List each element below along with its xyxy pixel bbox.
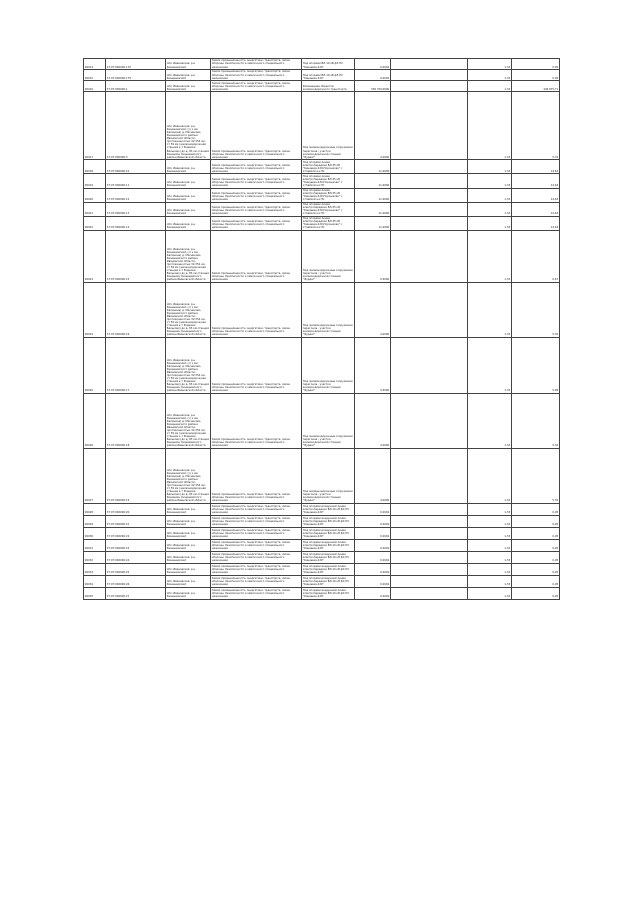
area-cell: 0,0004: [355, 587, 391, 599]
table-row: [84, 448, 560, 503]
permitted-use-cell: Под железнодорожные сооружения перегонов - участки железнодорожной станции "Фурдег": [302, 337, 355, 393]
empty-cell: [391, 188, 468, 202]
land-category-cell: Земли промышленности, энергетики, транспорта, связи, обороны, безопасности и земли иного специального назначения: [211, 527, 302, 539]
address-cell: обл. Ивановская, р-н Кинешемский: [166, 563, 211, 575]
rate-cell: 1,33: [468, 160, 512, 174]
table-row: [84, 563, 560, 575]
address-cell: обл. Ивановская, р-н Кинешемский, (с/ з им. Калинина) д. Мясниково, Кинешемского района Ивановской области, протяженностью 32,352 км, от 59 км (железнодорожная станция к-т Родники-Бельково) до д. 83 км-станция Кинешма, Кинешемского района Ивановской области: [166, 337, 211, 393]
rate-cell: 1,33: [468, 448, 512, 503]
land-category-cell: Земли промышленности, энергетики, транспорта, связи, обороны, безопасности и земли иного специального назначения: [211, 337, 302, 393]
amount-cell: 0,05: [512, 563, 560, 575]
address-cell: обл. Ивановская, р-н Кинешемский: [166, 174, 211, 188]
area-cell: 0,0004: [355, 503, 391, 515]
empty-cell: [391, 160, 468, 174]
row-index: 00029: [84, 515, 106, 527]
amount-cell: 5,32: [512, 393, 560, 448]
permitted-use-cell: Под опорами ВЛ-10 кВ ф5 ПС "Кинешма-220": [302, 70, 355, 81]
rate-cell: 1,33: [468, 515, 512, 527]
empty-cell: [391, 448, 468, 503]
amount-cell: 0,05: [512, 527, 560, 539]
row-index: 00031: [84, 539, 106, 551]
row-index: 00033: [84, 563, 106, 575]
area-cell: 11,0000: [355, 202, 391, 216]
address-cell: обл. Ивановская, р-н Кинешемский: [166, 70, 211, 81]
empty-cell: [391, 551, 468, 563]
rate-cell: 1,33: [468, 587, 512, 599]
address-cell: обл. Ивановская, р-н Кинешемский, (с/ з им. Калинина) д. Мясниково, Кинешемского района Ивановской области, протяженностью 32,352 км, от 59 км (железнодорожная станция к-т Родники-Бельково) до д. 83 км-станция Кинешма, Кинешемского района Ивановской области: [166, 448, 211, 503]
amount-cell: 0,05: [512, 59, 560, 70]
empty-cell: [391, 70, 468, 81]
cadastral-number-cell: 37:07:000000:20: [106, 503, 166, 515]
cadastral-number-cell: 27:07:000000:170: [106, 59, 166, 70]
land-category-cell: Земли промышленности, энергетики, транспорта, связи, обороны, безопасности и земли иного специального назначения: [211, 216, 302, 230]
rate-cell: 1,33: [468, 59, 512, 70]
row-index: 00023: [84, 230, 106, 282]
cadastral-number-cell: 37:07:000000:179: [106, 70, 166, 81]
area-cell: 0,0004: [355, 59, 391, 70]
permitted-use-cell: Под опорами линии электропередачи ВЛ-35 кВ "Кинешма-220-Порошково" с отпайкой на ПС: [302, 160, 355, 174]
permitted-use-cell: Под опорами линии электропередачи ВЛ-35 кВ "Кинешма-220-Порошково" с отпайкой на ПС: [302, 188, 355, 202]
table-row: [84, 587, 560, 599]
register-table: [83, 58, 560, 600]
rate-cell: 1,33: [468, 70, 512, 81]
cadastral-number-cell: 37:07:000000:23: [106, 539, 166, 551]
amount-cell: 0,05: [512, 551, 560, 563]
amount-cell: 0,67: [512, 230, 560, 282]
address-cell: обл. Ивановская, р-н Кинешемский: [166, 527, 211, 539]
empty-cell: [391, 92, 468, 160]
cadastral-number-cell: 37:07:000000:17: [106, 337, 166, 393]
table-row: [84, 515, 560, 527]
area-cell: 11,0000: [355, 188, 391, 202]
permitted-use-cell: Под опорами воздушной линии электропередачи ВЛ-10 кВ ф4 ПС "Кинешма-220": [302, 575, 355, 587]
area-cell: 11,0000: [355, 216, 391, 230]
table-row: [84, 174, 560, 188]
land-category-cell: Земли промышленности, энергетики, транспорта, связи, обороны, безопасности и земли иного специального назначения: [211, 174, 302, 188]
empty-cell: [391, 59, 468, 70]
permitted-use-cell: Под опорами воздушной линии электропередачи ВЛ-10 кВ ф4 ПС "Кинешма-220": [302, 527, 355, 539]
row-index: 00034: [84, 575, 106, 587]
rate-cell: 1,33: [468, 539, 512, 551]
address-cell: обл. Ивановская, р-н Кинешемский, (с/ з им. Калинина) д. Мясниково, Кинешемского района Ивановской области, протяженностью 32,352 км, от 59 км (железнодорожная станция к-т Родники-Бельково) до д. 83 км-станция Кинешма, Кинешемского района Ивановской области: [166, 92, 211, 160]
address-cell: обл. Ивановская, р-н Кинешемский: [166, 81, 211, 92]
land-category-cell: Земли промышленности, энергетики, транспорта, связи, обороны, безопасности и земли иного специального назначения: [211, 393, 302, 448]
table-row: [84, 551, 560, 563]
area-cell: 0,0004: [355, 575, 391, 587]
table-row: [84, 503, 560, 515]
table-row: [84, 81, 560, 92]
amount-cell: 0,05: [512, 575, 560, 587]
cadastral-number-cell: 37:07:000000:3: [106, 92, 166, 160]
area-cell: 4,0000: [355, 282, 391, 337]
cadastral-number-cell: 37:07:000000:14: [106, 216, 166, 230]
cadastral-number-cell: 37:07:000000:26: [106, 575, 166, 587]
cadastral-number-cell: 37:07:000000:27: [106, 587, 166, 599]
cadastral-number-cell: 37:07:000000:24: [106, 551, 166, 563]
land-category-cell: Земли промышленности, энергетики, транспорта, связи, обороны, безопасности и земли иного специального назначения: [211, 160, 302, 174]
empty-cell: [391, 230, 468, 282]
permitted-use-cell: Под опорами воздушной линии электропередачи ВЛ-10 кВ ф4 ПС "Кинешма-220": [302, 587, 355, 599]
row-index: 00022: [84, 216, 106, 230]
row-index: 00021: [84, 202, 106, 216]
land-category-cell: Земли промышленности, энергетики, транспорта, связи, обороны, безопасности и земли иного специального назначения: [211, 503, 302, 515]
table-row: [84, 575, 560, 587]
cadastral-number-cell: 37:07:000000:1: [106, 81, 166, 92]
address-cell: обл. Ивановская, р-н Кинешемский: [166, 202, 211, 216]
table-row: [84, 202, 560, 216]
table-row: [84, 188, 560, 202]
row-index: 00025: [84, 337, 106, 393]
area-cell: 0,0004: [355, 563, 391, 575]
permitted-use-cell: Под опорами линии электропередачи ВЛ-35 кВ "Кинешма-220-Порошково" с отпайкой на ПС: [302, 216, 355, 230]
permitted-use-cell: Под железнодорожные сооружения перегонов - участки железнодорожной станции "Фурдег": [302, 282, 355, 337]
table-row: [84, 539, 560, 551]
address-cell: обл. Ивановская, р-н Кинешемский: [166, 587, 211, 599]
land-category-cell: Земли промышленности, энергетики, транспорта, связи, обороны, безопасности и земли иного специального назначения: [211, 70, 302, 81]
permitted-use-cell: Под железнодорожные сооружения перегонов - участки железнодорожной станции "Фурдег": [302, 92, 355, 160]
land-category-cell: Земли промышленности, энергетики, транспорта, связи, обороны, безопасности и земли иного специального назначения: [211, 575, 302, 587]
amount-cell: 14,63: [512, 160, 560, 174]
area-cell: 0,0004: [355, 515, 391, 527]
land-category-cell: Земли промышленности, энергетики, транспорта, связи, обороны, безопасности и земли иного специального назначения: [211, 81, 302, 92]
amount-cell: 5,32: [512, 282, 560, 337]
row-index: 00027: [84, 448, 106, 503]
rate-cell: 1,33: [468, 527, 512, 539]
address-cell: обл. Ивановская, р-н Кинешемский, (с/ з им. Калинина) д. Мясниково, Кинешемского района Ивановской области, протяженностью 32,352 км, от 59 км (железнодорожная станция к-т Родники-Бельково) до д. 83 км-станция Кинешма, Кинешемского района Ивановской области: [166, 393, 211, 448]
amount-cell: 0,05: [512, 587, 560, 599]
table-row: [84, 337, 560, 393]
address-cell: обл. Ивановская, р-н Кинешемский: [166, 503, 211, 515]
permitted-use-cell: Под опорами ВЛ-10 кВ ф5 ПС "Кинешма-220": [302, 59, 355, 70]
permitted-use-cell: Под опорами воздушной линии электропередачи ВЛ-10 кВ ф4 ПС "Кинешма-220": [302, 551, 355, 563]
empty-cell: [391, 527, 468, 539]
empty-cell: [391, 337, 468, 393]
empty-cell: [391, 216, 468, 230]
rate-cell: 1,33: [468, 188, 512, 202]
permitted-use-cell: Под опорами воздушной линии электропередачи ВЛ-10 кВ ф4 ПС "Кинешма-220": [302, 539, 355, 551]
empty-cell: [391, 575, 468, 587]
land-category-cell: Земли промышленности, энергетики, транспорта, связи, обороны, безопасности и земли иного специального назначения: [211, 563, 302, 575]
address-cell: обл. Ивановская, р-н Кинешемский: [166, 59, 211, 70]
address-cell: обл. Ивановская, р-н Кинешемский, (с/ з им. Калинина) д. Мясниково, Кинешемского района Ивановской области, протяженностью 32,352 км, от 59 км (железнодорожная станция к-т Родники-Бельково) до д. 83 км-станция Кинешма, Кинешемского района Ивановской области: [166, 230, 211, 282]
land-category-cell: Земли промышленности, энергетики, транспорта, связи, обороны, безопасности и земли иного специального назначения: [211, 188, 302, 202]
address-cell: обл. Ивановская, р-н Кинешемский: [166, 551, 211, 563]
cadastral-number-cell: 37:07:000000:19: [106, 448, 166, 503]
amount-cell: 14,63: [512, 188, 560, 202]
cadastral-number-cell: 37:07:000000:18: [106, 393, 166, 448]
rate-cell: 1,33: [468, 282, 512, 337]
table-row: [84, 59, 560, 70]
address-cell: обл. Ивановская, р-н Кинешемский: [166, 575, 211, 587]
address-cell: обл. Ивановская, р-н Кинешемский, (с/ з им. Калинина) д. Мясниково, Кинешемского района Ивановской области, протяженностью 32,352 км, от 59 км (железнодорожная станция к-т Родники-Бельково) до д. 83 км-станция Кинешма, Кинешемского района Ивановской области: [166, 282, 211, 337]
rate-cell: 1,33: [468, 81, 512, 92]
address-cell: обл. Ивановская, р-н Кинешемский: [166, 515, 211, 527]
rate-cell: 1,33: [468, 503, 512, 515]
row-index: 00026: [84, 393, 106, 448]
amount-cell: 14,63: [512, 202, 560, 216]
amount-cell: 0,05: [512, 515, 560, 527]
area-cell: 336 709,0000: [355, 81, 391, 92]
area-cell: 11,0000: [355, 160, 391, 174]
amount-cell: 446 875,71: [512, 81, 560, 92]
row-index: 00017: [84, 92, 106, 160]
land-category-cell: Земли промышленности, энергетики, транспорта, связи, обороны, безопасности и земли иного специального назначения: [211, 539, 302, 551]
cadastral-number-cell: 37:07:000000:22: [106, 527, 166, 539]
rate-cell: 1,33: [468, 393, 512, 448]
empty-cell: [391, 539, 468, 551]
table-body: [84, 59, 560, 600]
area-cell: 4,0000: [355, 448, 391, 503]
amount-cell: 0,05: [512, 539, 560, 551]
permitted-use-cell: Под опорами воздушной линии электропередачи ВЛ-10 кВ ф4 ПС "Кинешма-220": [302, 563, 355, 575]
amount-cell: 5,32: [512, 448, 560, 503]
amount-cell: 0,05: [512, 503, 560, 515]
permitted-use-cell: Под опорами линии электропередачи ВЛ-35 кВ "Кинешма-220-Порошково" с отпайкой на ПС: [302, 202, 355, 216]
area-cell: 0,0004: [355, 70, 391, 81]
empty-cell: [391, 587, 468, 599]
land-category-cell: Земли промышленности, энергетики, транспорта, связи, обороны, безопасности и земли иного специального назначения: [211, 202, 302, 216]
cadastral-number-cell: 37:07:000000:10: [106, 160, 166, 174]
area-cell: 0,0004: [355, 539, 391, 551]
row-index: 00032: [84, 551, 106, 563]
table-row: [84, 230, 560, 282]
rate-cell: 1,33: [468, 202, 512, 216]
amount-cell: 14,63: [512, 216, 560, 230]
empty-cell: [391, 202, 468, 216]
permitted-use-cell: Под опорами воздушной линии электропередачи ВЛ-10 кВ ф4 ПС "Кинешма-220": [302, 515, 355, 527]
permitted-use-cell: Под железнодорожные сооружения перегонов - участки железнодорожной станции "Фурдег": [302, 448, 355, 503]
table-row: [84, 216, 560, 230]
cadastral-number-cell: 37:07:000000:21: [106, 515, 166, 527]
land-category-cell: Земли промышленности, энергетики, транспорта, связи, обороны, безопасности и земли иного специального назначения: [211, 282, 302, 337]
row-index: 00028: [84, 503, 106, 515]
land-category-cell: Земли промышленности, энергетики, транспорта, связи, обороны, безопасности и земли иного специального назначения: [211, 448, 302, 503]
amount-cell: 14,63: [512, 174, 560, 188]
address-cell: обл. Ивановская, р-н Кинешемский: [166, 216, 211, 230]
cadastral-number-cell: 37:07:000000:11: [106, 174, 166, 188]
area-cell: 4,5000: [355, 337, 391, 393]
rate-cell: 1,33: [468, 575, 512, 587]
empty-cell: [391, 515, 468, 527]
rate-cell: 1,33: [468, 563, 512, 575]
area-cell: 0,0004: [355, 551, 391, 563]
rate-cell: 1,33: [468, 230, 512, 282]
row-index: 00016: [84, 81, 106, 92]
rate-cell: 1,33: [468, 92, 512, 160]
rate-cell: 1,33: [468, 174, 512, 188]
table-row: [84, 393, 560, 448]
permitted-use-cell: Под железнодорожные сооружения перегонов - участки железнодорожной станции "Фурдег": [302, 393, 355, 448]
land-category-cell: Земли промышленности, энергетики, транспорта, связи, обороны, безопасности и земли иного специального назначения: [211, 515, 302, 527]
rate-cell: 1,33: [468, 216, 512, 230]
amount-cell: 5,99: [512, 337, 560, 393]
rate-cell: 1,33: [468, 551, 512, 563]
permitted-use-cell: Размещение объектов железнодорожного транспорта: [302, 81, 355, 92]
area-cell: 11,0000: [355, 174, 391, 188]
permitted-use-cell: Под опорами воздушной линии электропередачи ВЛ-10 кВ ф4 ПС "Кинешма-220": [302, 503, 355, 515]
row-index: 00014: [84, 59, 106, 70]
table-row: [84, 92, 560, 160]
empty-cell: [391, 393, 468, 448]
cadastral-number-cell: 37:07:000000:13: [106, 202, 166, 216]
address-cell: обл. Ивановская, р-н Кинешемский: [166, 539, 211, 551]
empty-cell: [391, 282, 468, 337]
empty-cell: [391, 81, 468, 92]
land-category-cell: Земли промышленности, энергетики, транспорта, связи, обороны, безопасности и земли иного специального назначения: [211, 59, 302, 70]
address-cell: обл. Ивановская, р-н Кинешемский: [166, 188, 211, 202]
row-index: 00018: [84, 160, 106, 174]
row-index: 00030: [84, 527, 106, 539]
land-category-cell: Земли промышленности, энергетики, транспорта, связи, обороны, безопасности и земли иного специального назначения: [211, 551, 302, 563]
table-row: [84, 160, 560, 174]
permitted-use-cell: Под железнодорожные сооружения перегонов - участки железнодорожной станции "Фурдег": [302, 230, 355, 282]
cadastral-number-cell: 37:07:000000:15: [106, 230, 166, 282]
land-category-cell: Земли промышленности, энергетики, транспорта, связи, обороны, безопасности и земли иного специального назначения: [211, 587, 302, 599]
area-cell: 0,5000: [355, 230, 391, 282]
empty-cell: [391, 503, 468, 515]
address-cell: обл. Ивановская, р-н Кинешемский: [166, 160, 211, 174]
land-category-cell: Земли промышленности, энергетики, транспорта, связи, обороны, безопасности и земли иного специального назначения: [211, 92, 302, 160]
rate-cell: 1,33: [468, 337, 512, 393]
cadastral-number-cell: 37:07:000000:12: [106, 188, 166, 202]
row-index: 00020: [84, 188, 106, 202]
row-index: 00035: [84, 587, 106, 599]
cadastral-number-cell: 37:07:000000:25: [106, 563, 166, 575]
empty-cell: [391, 563, 468, 575]
table-row: [84, 527, 560, 539]
table-row: [84, 70, 560, 81]
land-category-cell: Земли промышленности, энергетики, транспорта, связи, обороны, безопасности и земли иного специального назначения: [211, 230, 302, 282]
cadastral-number-cell: 37:07:000000:16: [106, 282, 166, 337]
row-index: 00015: [84, 70, 106, 81]
amount-cell: 0,05: [512, 70, 560, 81]
area-cell: 4,0000: [355, 393, 391, 448]
empty-cell: [391, 174, 468, 188]
amount-cell: 5,32: [512, 92, 560, 160]
area-cell: 4,0000: [355, 92, 391, 160]
row-index: 00019: [84, 174, 106, 188]
permitted-use-cell: Под опорами линии электропередачи ВЛ-35 кВ "Кинешма-220-Порошково" с отпайкой на ПС: [302, 174, 355, 188]
area-cell: 0,0004: [355, 527, 391, 539]
row-index: 00024: [84, 282, 106, 337]
table-row: [84, 282, 560, 337]
